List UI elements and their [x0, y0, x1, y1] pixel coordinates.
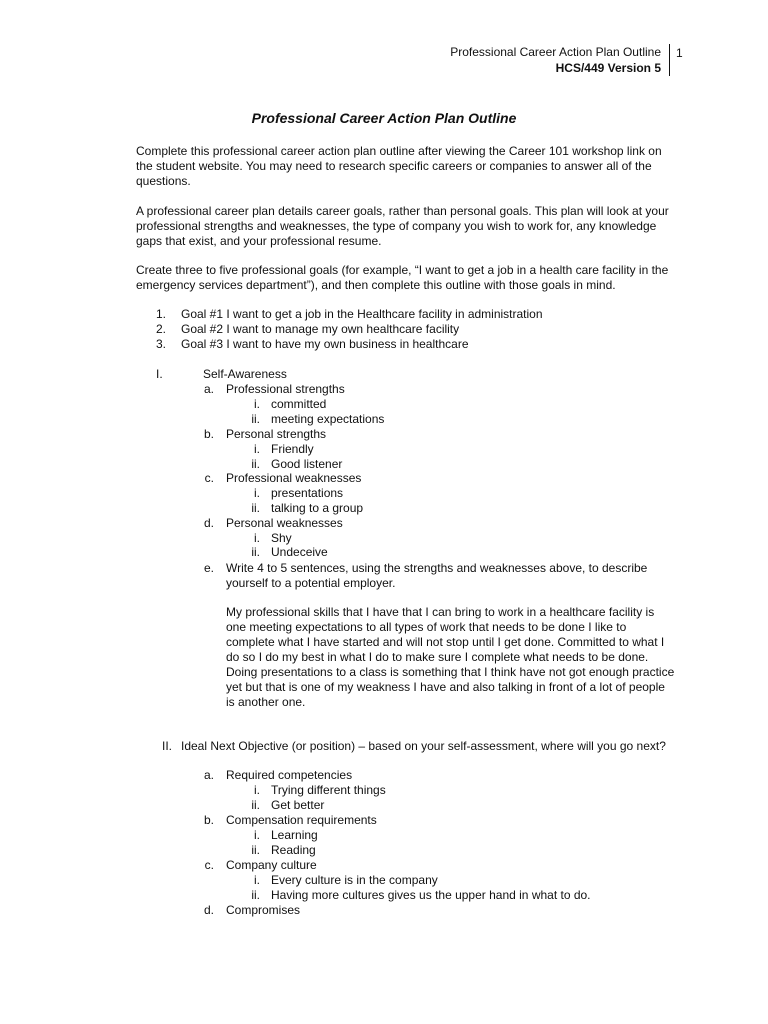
section-number: I. — [156, 367, 163, 381]
goal-text: Goal #1 I want to get a job in the Healthcare facility in administration — [181, 307, 543, 321]
intro-paragraph-2: A professional career plan details career goals, rather than personal goals. This plan will look at your professional strengths and weaknesses, the type of company you wish to work for, any knowledge gaps that exist, and your professional resume. — [136, 204, 669, 248]
item-label: c. — [204, 471, 214, 485]
subitem-label: ii. — [251, 457, 260, 471]
subitem-label: i. — [254, 397, 260, 411]
subitem-label: ii. — [251, 545, 260, 559]
intro-paragraph-3: Create three to five professional goals (for example, “I want to get a job in a health care facility in the emergency services department”), and then complete this outline with those goals in mind. — [136, 263, 669, 292]
item-label: d. — [203, 903, 214, 917]
list-item — [136, 307, 676, 322]
item-text: Required competencies — [226, 768, 353, 782]
goals-list — [136, 307, 676, 352]
subitem-label: ii. — [251, 798, 260, 812]
subitem-text: Learning — [271, 828, 318, 842]
item-label: a. — [203, 768, 214, 782]
page-number: 1 — [676, 46, 683, 60]
item-text: Personal weaknesses — [226, 516, 343, 530]
item-label: e. — [203, 561, 214, 575]
list-item — [136, 322, 676, 337]
header-title: Professional Career Action Plan Outline — [450, 45, 661, 59]
subitem-label: i. — [254, 486, 260, 500]
goal-number: 1. — [156, 307, 167, 321]
subitem-label: ii. — [251, 501, 260, 515]
item-label: b. — [203, 427, 214, 441]
subitem-text: meeting expectations — [271, 412, 385, 426]
subitem-label: ii. — [251, 843, 260, 857]
goal-text: Goal #2 I want to manage my own healthcare facility — [181, 322, 460, 336]
goal-text: Goal #3 I want to have my own business in healthcare — [181, 337, 469, 351]
item-text: Professional weaknesses — [226, 471, 362, 485]
goal-number: 3. — [156, 337, 167, 351]
subitem-text: Having more cultures gives us the upper hand in what to do. — [271, 888, 591, 902]
subitem-text: talking to a group — [271, 501, 364, 515]
subitem-text: Get better — [271, 798, 325, 812]
subitem-text: Shy — [271, 531, 292, 545]
item-text: Personal strengths — [226, 427, 327, 441]
subitem-text: presentations — [271, 486, 344, 500]
subitem-text: Trying different things — [271, 783, 386, 797]
item-text: Professional strengths — [226, 382, 345, 396]
intro-paragraph-1: Complete this professional career action plan outline after viewing the Career 101 workshop link on the student website. You may need to research specific careers or companies to answer all of the questions. — [136, 144, 662, 188]
section-title: Ideal Next Objective (or position) – based on your self-assessment, where will you go next? — [181, 739, 666, 753]
subitem-text: Friendly — [271, 442, 314, 456]
list-item — [136, 337, 676, 352]
item-label: d. — [203, 516, 214, 530]
prompt-text: Write 4 to 5 sentences, using the strengths and weaknesses above, to describe yourself to a potential employer. — [226, 561, 648, 590]
subitem-text: Reading — [271, 843, 316, 857]
subitem-label: i. — [254, 531, 260, 545]
item-text: Compensation requirements — [226, 813, 377, 827]
subitem-label: i. — [254, 873, 260, 887]
subitem-text: Every culture is in the company — [271, 873, 438, 887]
subitem-label: i. — [254, 442, 260, 456]
item-label: b. — [203, 813, 214, 827]
item-label: c. — [204, 858, 214, 872]
answer-paragraph: My professional skills that I have that I can bring to work in a healthcare facility is one meeting expectations to all types of work that needs to be done I like to complete what I have started and will not stop until I get done. Committed to what I do so I do my best in what I do to make sure I complete what needs to be done. Doing presentations to a class is something that I think have not got enough practice yet but that is one of my weakness I have and also talking in front of a lot of people is another one. — [226, 605, 675, 709]
item-text: Company culture — [226, 858, 317, 872]
subitem-label: i. — [254, 828, 260, 842]
section-number: II. — [161, 739, 172, 753]
document-title: Professional Career Action Plan Outline — [251, 110, 517, 126]
subitem-text: Undeceive — [271, 545, 328, 559]
section-title: Self-Awareness — [203, 367, 287, 381]
item-text: Compromises — [226, 903, 301, 917]
running-header — [450, 44, 670, 76]
header-course: HCS/449 Version 5 — [555, 61, 661, 75]
subitem-text: Good listener — [271, 457, 343, 471]
subitem-label: i. — [254, 783, 260, 797]
subitem-label: ii. — [251, 888, 260, 902]
subitem-text: committed — [271, 397, 327, 411]
item-label: a. — [203, 382, 214, 396]
goal-number: 2. — [156, 322, 167, 336]
subitem-label: ii. — [251, 412, 260, 426]
